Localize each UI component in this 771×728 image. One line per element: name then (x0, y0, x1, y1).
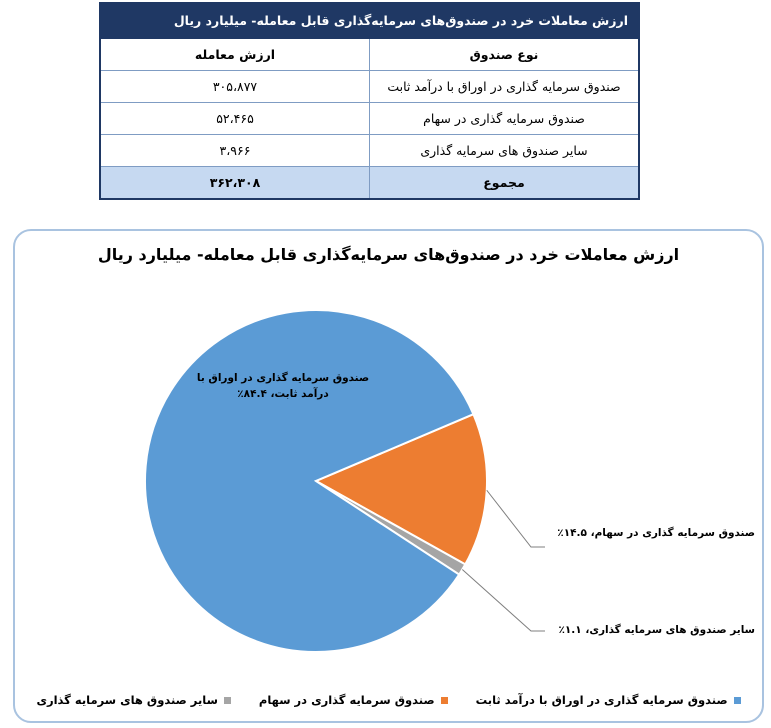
row-trade-value: ۳۰۵،۸۷۷ (100, 71, 370, 103)
chart-legend (15, 693, 762, 707)
legend-item-equity (259, 693, 448, 707)
col-header-trade-value: ارزش معامله (100, 38, 370, 71)
row-fund-name: سایر صندوق های سرمایه گذاری (370, 135, 640, 167)
col-header-fund-type: نوع صندوق (370, 38, 640, 71)
row-trade-value: ۳،۹۶۶ (100, 135, 370, 167)
table-total-row (100, 167, 639, 200)
fund-trade-table (99, 2, 640, 200)
table-row (100, 135, 639, 167)
legend-swatch (734, 697, 741, 704)
legend-label: صندوق سرمایه گذاری در سهام (258, 693, 435, 707)
row-trade-value: ۵۲،۴۶۵ (100, 103, 370, 135)
chart-title: ارزش معاملات خرد در صندوق‌های سرمایه‌گذاری قابل معامله- میلیارد ریال (97, 245, 680, 264)
total-label: مجموع (370, 167, 640, 200)
slice-label-other: سایر صندوق های سرمایه گذاری، ۱.۱٪ (558, 624, 755, 636)
row-fund-name: صندوق سرمایه گذاری در سهام (370, 103, 640, 135)
table-row (100, 103, 639, 135)
slice-label-fixed-income: صندوق سرمایه گذاری در اوراق با درآمد ثابت، ۸۴.۴٪ (196, 372, 370, 400)
table-title: ارزش معاملات خرد در صندوق‌های سرمایه‌گذاری قابل معامله- میلیارد ریال (100, 3, 639, 38)
legend-label: سایر صندوق های سرمایه گذاری (36, 693, 218, 707)
slice-label-equity: صندوق سرمایه گذاری در سهام، ۱۴.۵٪ (557, 527, 755, 539)
leader-line-other (462, 570, 545, 631)
legend-swatch (224, 697, 231, 704)
legend-item-other (36, 693, 230, 707)
total-value: ۳۶۲،۳۰۸ (100, 167, 370, 200)
row-fund-name: صندوق سرمایه گذاری در اوراق با درآمد ثابت (370, 71, 640, 103)
legend-item-fixed-income (476, 693, 741, 707)
pie-chart (15, 231, 762, 721)
legend-swatch (441, 697, 448, 704)
pie-chart-card (13, 229, 764, 723)
legend-label: صندوق سرمایه گذاری در اوراق با درآمد ثابت (475, 693, 728, 707)
table-row (100, 71, 639, 103)
